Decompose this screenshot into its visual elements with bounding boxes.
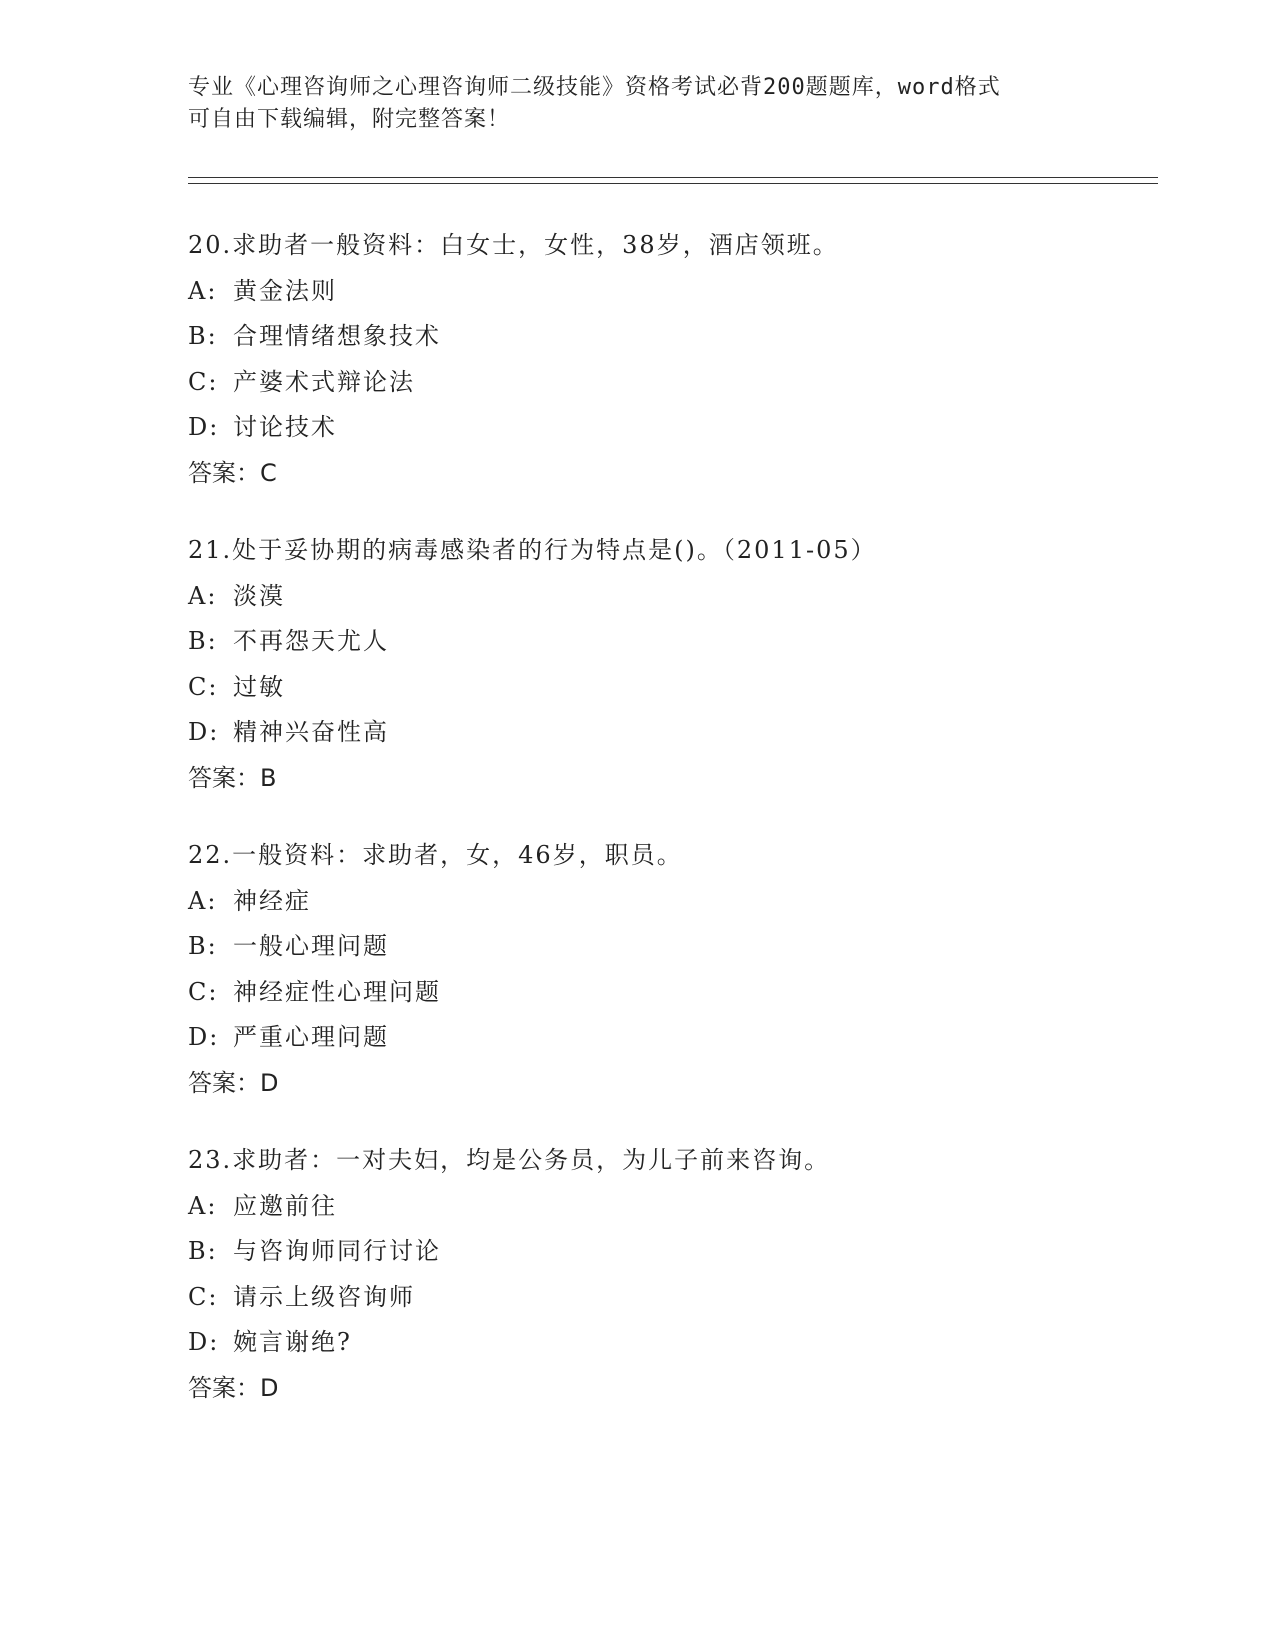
option-label: B:	[188, 322, 218, 350]
option-text: 应邀前往	[233, 1191, 337, 1220]
option-label: D:	[188, 413, 220, 441]
option-label: C:	[188, 367, 219, 396]
option-text: 婉言谢绝?	[233, 1328, 352, 1356]
question-stem: 21.处于妥协期的病毒感染者的行为特点是()。（2011-05）	[188, 536, 877, 564]
answer: 答案：C	[188, 458, 277, 487]
option-text: 产婆术式辩论法	[233, 367, 415, 396]
option-c	[188, 665, 1168, 711]
option-d	[188, 405, 1168, 451]
question-stem: 23.求助者：一对夫妇，均是公务员，为儿子前来咨询。	[188, 1146, 831, 1174]
question-stem: 20.求助者一般资料：白女士，女性，38岁，酒店领班。	[188, 231, 839, 259]
option-d	[188, 710, 1168, 756]
option-b	[188, 1229, 1168, 1275]
option-label: C:	[188, 1282, 219, 1311]
question-21	[188, 528, 1168, 801]
option-d	[188, 1015, 1168, 1061]
option-text: 精神兴奋性高	[233, 718, 389, 746]
option-d	[188, 1320, 1168, 1366]
option-a	[188, 269, 1168, 315]
answer: 答案：D	[188, 1068, 279, 1097]
header-divider	[188, 177, 1158, 184]
option-text: 过敏	[233, 672, 285, 701]
option-b	[188, 924, 1168, 970]
document-header	[188, 72, 1088, 136]
option-label: A:	[188, 886, 218, 915]
option-text: 严重心理问题	[233, 1023, 389, 1051]
question-22	[188, 833, 1168, 1106]
option-text: 神经症性心理问题	[233, 977, 441, 1006]
option-label: D:	[188, 1023, 220, 1051]
option-text: 请示上级咨询师	[233, 1282, 415, 1311]
option-c	[188, 360, 1168, 406]
option-text: 淡漠	[233, 581, 285, 610]
option-label: C:	[188, 672, 219, 701]
option-a	[188, 1184, 1168, 1230]
question-23	[188, 1138, 1168, 1411]
option-b	[188, 619, 1168, 665]
option-label: D:	[188, 1328, 220, 1356]
option-text: 黄金法则	[233, 276, 337, 305]
option-text: 神经症	[233, 886, 311, 915]
option-b	[188, 314, 1168, 360]
option-label: D:	[188, 718, 220, 746]
header-line-2: 可自由下载编辑，附完整答案！	[188, 107, 511, 132]
question-stem: 22.一般资料：求助者，女，46岁，职员。	[188, 841, 683, 869]
option-label: B:	[188, 627, 218, 655]
option-text: 不再怨天尤人	[233, 627, 389, 655]
option-a	[188, 879, 1168, 925]
option-label: A:	[188, 276, 218, 305]
option-text: 合理情绪想象技术	[233, 322, 441, 350]
option-c	[188, 970, 1168, 1016]
option-text: 讨论技术	[233, 413, 337, 441]
option-text: 一般心理问题	[233, 932, 389, 960]
option-text: 与咨询师同行讨论	[233, 1237, 441, 1265]
option-label: A:	[188, 1191, 218, 1220]
option-label: A:	[188, 581, 218, 610]
answer: 答案：D	[188, 1373, 279, 1402]
option-c	[188, 1275, 1168, 1321]
option-label: C:	[188, 977, 219, 1006]
option-label: B:	[188, 1237, 218, 1265]
question-20	[188, 223, 1168, 496]
option-a	[188, 574, 1168, 620]
answer: 答案：B	[188, 763, 277, 792]
header-line-1: 专业《心理咨询师之心理咨询师二级技能》资格考试必背200题题库，word格式	[188, 75, 1001, 100]
option-label: B:	[188, 932, 218, 960]
